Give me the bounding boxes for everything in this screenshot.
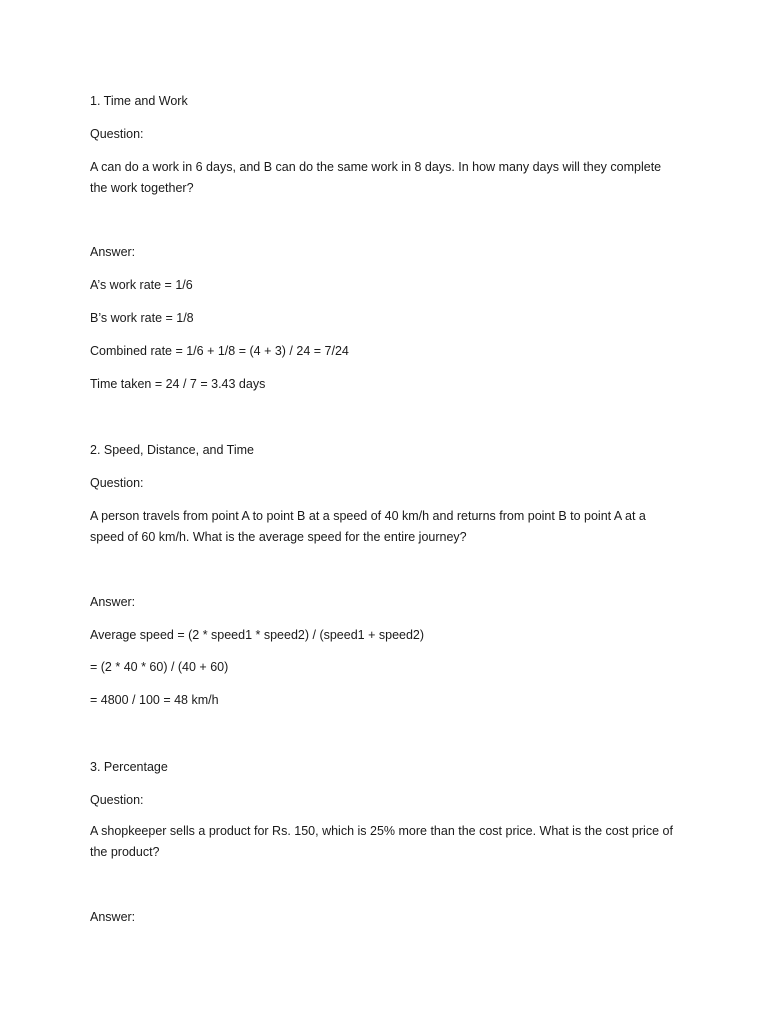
section-1-question-label: Question: [90, 127, 144, 141]
section-3-answer-label: Answer: [90, 910, 136, 924]
section-1-answer-line: A’s work rate = 1/6 [90, 278, 193, 292]
section-3-question-line-2: the product? [90, 845, 160, 859]
section-1-heading: 1. Time and Work [90, 94, 188, 108]
section-1-question-line-1: A can do a work in 6 days, and B can do the same work in 8 days. In how many days will they complete [90, 160, 662, 174]
section-2-answer-line: Average speed = (2 * speed1 * speed2) / (speed1 + speed2) [90, 628, 425, 642]
section-1-answer-line: B’s work rate = 1/8 [90, 311, 194, 325]
section-2-question-label: Question: [90, 476, 144, 490]
section-2-answer-label: Answer: [90, 595, 136, 609]
section-2-question-line-2: speed of 60 km/h. What is the average speed for the entire journey? [90, 530, 467, 544]
section-3-question-line-1: A shopkeeper sells a product for Rs. 150, which is 25% more than the cost price. What is the cost price of [90, 824, 673, 838]
section-1-answer-line: Time taken = 24 / 7 = 3.43 days [90, 377, 266, 391]
section-1-answer-label: Answer: [90, 245, 136, 259]
section-1-answer-line: Combined rate = 1/6 + 1/8 = (4 + 3) / 24 = 7/24 [90, 344, 349, 358]
section-2-answer-line: = 4800 / 100 = 48 km/h [90, 693, 219, 707]
section-3-question-label: Question: [90, 793, 144, 807]
section-2-heading: 2. Speed, Distance, and Time [90, 443, 254, 457]
section-1-question-line-2: the work together? [90, 181, 194, 195]
section-3-heading: 3. Percentage [90, 760, 168, 774]
section-2-question-line-1: A person travels from point A to point B at a speed of 40 km/h and returns from point B to point A at a [90, 509, 646, 523]
section-2-answer-line: = (2 * 40 * 60) / (40 + 60) [90, 660, 229, 674]
